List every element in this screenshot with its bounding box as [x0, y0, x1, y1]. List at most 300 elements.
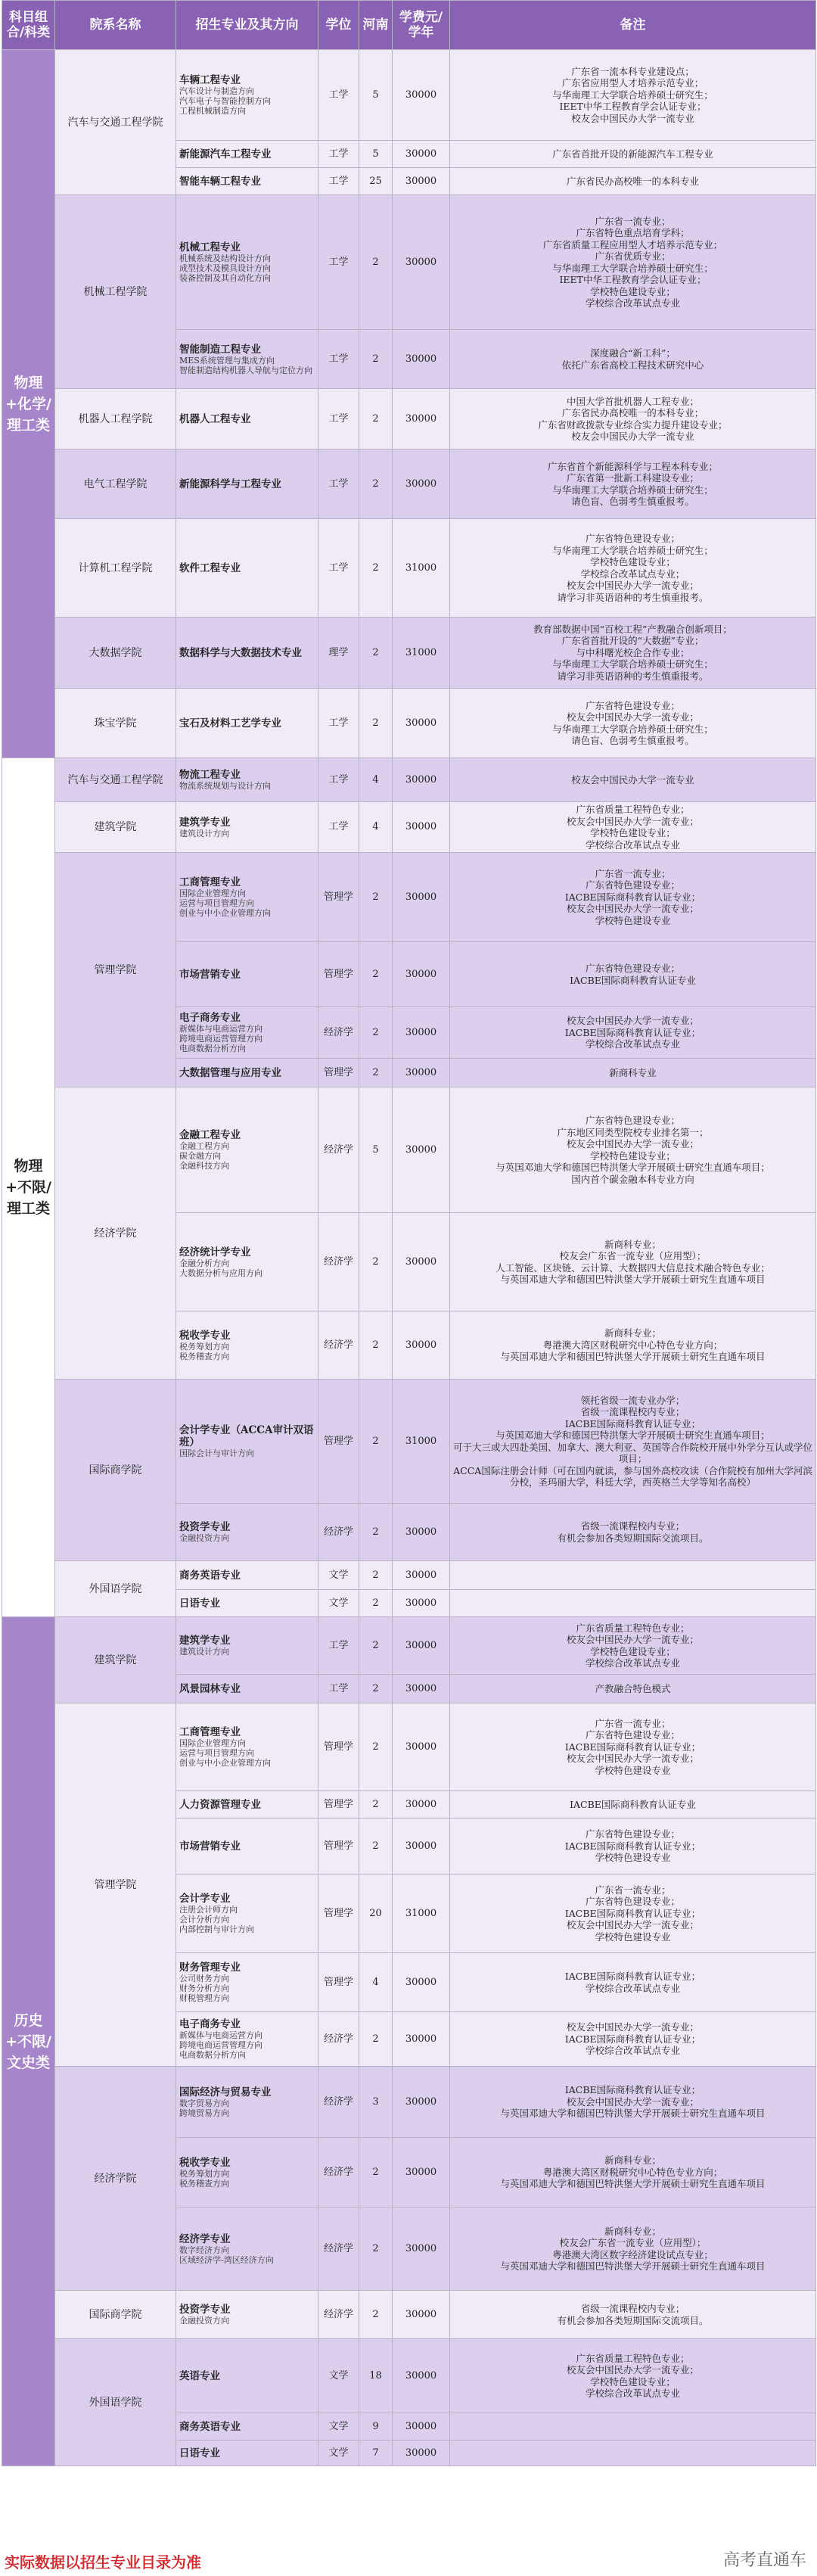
note-line: 广东省一流专业； [595, 1717, 671, 1729]
degree-cell: 工学 [318, 758, 359, 802]
note-line: 广东省首批开设的新能源汽车工程专业 [552, 148, 713, 160]
fee-cell: 30000 [393, 195, 450, 330]
note-cell [450, 2441, 816, 2466]
degree-cell: 文学 [318, 2339, 359, 2413]
fee-cell: 30000 [393, 141, 450, 168]
fee-cell: 30000 [393, 2138, 450, 2207]
college-name: 大数据学院 [55, 618, 176, 689]
note-cell [450, 2138, 816, 2207]
group-label: 物理+不限/理工类 [2, 758, 55, 1617]
fee-cell: 30000 [393, 2291, 450, 2339]
note-line: 学校综合改革试点专业； [580, 568, 685, 580]
note-line: 学校综合改革试点专业 [585, 2045, 680, 2057]
table-row [2, 853, 816, 942]
major-direction: 创业与中小企业管理方向 [179, 908, 271, 918]
note-line: 学校特色建设专业 [595, 1930, 671, 1943]
henan-cell: 25 [359, 168, 393, 195]
table-row [2, 1380, 816, 1504]
note-line: 深度融合“新工科”； [590, 347, 676, 359]
major-direction: 电商数据分析方向 [179, 2050, 246, 2060]
note-cell [450, 519, 816, 618]
henan-cell: 2 [359, 450, 393, 519]
fee-cell: 30000 [393, 2339, 450, 2413]
note-line: IACBE国际商科教育认证专业； [564, 1971, 701, 1982]
note-line: IACBE国际商科教育认证专业； [564, 1741, 701, 1753]
footnote: 实际数据以招生专业目录为准 [5, 2553, 201, 2571]
note-line: IACBE国际商科教育认证专业； [564, 1907, 701, 1919]
fee-cell: 30000 [393, 2207, 450, 2291]
major-direction: 税务稽查方向 [179, 1351, 229, 1361]
table-row [2, 689, 816, 758]
henan-cell: 4 [359, 758, 393, 802]
header-fee: 学费元/学年 [393, 1, 450, 50]
major-direction: 数字经济方向 [179, 2245, 229, 2255]
major-direction: 国际企业管理方向 [179, 888, 246, 898]
college-name: 外国语学院 [55, 1561, 176, 1617]
major-name: 商务英语专业 [179, 1569, 241, 1582]
major-direction: 运营与项目管理方向 [179, 1748, 254, 1758]
major-cell [176, 2291, 318, 2339]
note-line: IACBE国际商科教育认证专业； [564, 2033, 701, 2045]
henan-cell: 2 [359, 1311, 393, 1380]
table-row [2, 1703, 816, 1791]
note-line: 校友会中国民办大学一流专业； [566, 580, 699, 591]
note-line: IACBE国际商科教育认证专业； [564, 1840, 701, 1852]
degree-cell: 工学 [318, 168, 359, 195]
note-line: 学校综合改革试点专业 [585, 1657, 680, 1669]
major-direction: 内部控制与审计方向 [179, 1924, 254, 1934]
fee-cell: 30000 [393, 758, 450, 802]
note-line: 粤港澳大湾区财税研究中心特色专业方向； [542, 2166, 723, 2178]
table-row [2, 1087, 816, 1213]
note-line: 学校特色建设专业 [595, 914, 671, 926]
note-line: 学校特色建设专业 [595, 1852, 671, 1864]
college-name: 珠宝学院 [55, 689, 176, 758]
major-cell [176, 2138, 318, 2207]
note-line: 广东省质量工程特色专业； [576, 804, 690, 815]
note-line: 省级一流课程校内专业； [580, 1520, 685, 1532]
table-row [2, 389, 816, 450]
henan-cell: 5 [359, 50, 393, 141]
major-cell [176, 168, 318, 195]
note-cell [450, 1953, 816, 2012]
note-line: 人工智能、区块链、云计算、大数据四大信息技术融合特色专业； [495, 1262, 770, 1274]
major-name: 机械工程专业 [179, 241, 241, 254]
major-cell [176, 330, 318, 389]
fee-cell: 30000 [393, 853, 450, 942]
note-line: 与英国邓迪大学和德国巴特洪堡大学开展硕士研究生直通车项目 [500, 2178, 766, 2190]
fee-cell: 30000 [393, 942, 450, 1007]
major-name: 建筑学专业 [179, 1635, 231, 1647]
major-direction: 运营与项目管理方向 [179, 898, 254, 908]
college-name: 建筑学院 [55, 802, 176, 853]
major-cell [176, 2012, 318, 2067]
henan-cell: 2 [359, 1007, 393, 1059]
fee-cell: 30000 [393, 1617, 450, 1675]
note-line: 广东省首个新能源科学与工程本科专业； [547, 460, 718, 472]
note-line: 校友会广东省一流专业（应用型）； [559, 2237, 707, 2248]
note-cell [450, 2207, 816, 2291]
henan-cell: 2 [359, 2138, 393, 2207]
table-row [2, 2067, 816, 2138]
note-line: 广东省一流本科专业建设点； [571, 65, 694, 77]
major-direction: 机械系统及结构设计方向 [179, 254, 271, 263]
major-name: 宝石及材料工艺学专业 [179, 717, 281, 730]
fee-cell: 31000 [393, 1874, 450, 1953]
fee-cell: 30000 [393, 1007, 450, 1059]
major-cell [176, 689, 318, 758]
degree-cell: 经济学 [318, 1213, 359, 1311]
major-direction: 税务稽查方向 [179, 2178, 229, 2189]
henan-cell: 5 [359, 1087, 393, 1213]
major-direction: 新媒体与电商运营方向 [179, 2030, 262, 2040]
note-line: 新商科专业； [604, 1238, 661, 1250]
major-direction: 区域经济学-湾区经济方向 [179, 2254, 274, 2265]
note-line: 与英国邓迪大学和德国巴特洪堡大学开展硕士研究生直通车项目 [500, 1351, 766, 1363]
note-line: 广东省特色建设专业； [585, 1115, 680, 1126]
henan-cell: 5 [359, 141, 393, 168]
major-name: 电子商务专业 [179, 1012, 241, 1024]
note-line: 学校综合改革试点专业 [585, 838, 680, 851]
henan-cell: 2 [359, 1590, 393, 1617]
major-direction: 金融分析方向 [179, 1258, 229, 1268]
table-row [2, 519, 816, 618]
major-name: 物流工程专业 [179, 769, 241, 781]
major-cell [176, 1818, 318, 1874]
header-college: 院系名称 [55, 1, 176, 50]
major-direction: 装备控制及其自动化方向 [179, 273, 271, 283]
fee-cell: 30000 [393, 802, 450, 853]
major-cell [176, 758, 318, 802]
note-line: 与华南理工大学联合培养硕士研究生； [552, 723, 713, 735]
note-line: 校友会中国民办大学一流专业； [566, 903, 699, 915]
henan-cell: 2 [359, 1818, 393, 1874]
degree-cell: 文学 [318, 1590, 359, 1617]
note-cell [450, 689, 816, 758]
major-name: 商务英语专业 [179, 2420, 241, 2433]
henan-cell: 2 [359, 1703, 393, 1791]
henan-cell: 18 [359, 2339, 393, 2413]
major-name: 金融工程专业 [179, 1129, 241, 1141]
henan-cell: 2 [359, 2207, 393, 2291]
note-cell [450, 802, 816, 853]
note-line: 新商科专业 [609, 1066, 657, 1078]
major-cell [176, 1504, 318, 1561]
fee-cell: 30000 [393, 1059, 450, 1087]
note-line: 与英国邓迪大学和德国巴特洪堡大学开展硕士研究生直通车项目； [495, 1162, 770, 1173]
note-cell [450, 1380, 816, 1504]
major-cell [176, 1953, 318, 2012]
henan-cell: 2 [359, 618, 393, 689]
degree-cell: 工学 [318, 141, 359, 168]
note-line: 省级一流课程校内专业； [580, 1406, 685, 1417]
major-cell [176, 2441, 318, 2466]
fee-cell: 30000 [393, 168, 450, 195]
major-cell [176, 1561, 318, 1590]
degree-cell: 理学 [318, 618, 359, 689]
note-line: 有机会参加各类短期国际交流项目。 [557, 2314, 709, 2326]
major-direction: 金融工程方向 [179, 1141, 229, 1151]
major-cell [176, 1703, 318, 1791]
henan-cell: 2 [359, 330, 393, 389]
note-line: 与华南理工大学联合培养硕士研究生； [552, 89, 713, 101]
major-direction: 新媒体与电商运营方向 [179, 1024, 262, 1034]
major-direction: 跨境电商运营管理方向 [179, 1034, 262, 1044]
note-line: 校友会中国民办大学一流专业 [571, 431, 694, 442]
degree-cell: 管理学 [318, 1874, 359, 1953]
note-line: 校友会广东省一流专业（应用型）； [559, 1250, 707, 1262]
major-direction: 数字贸易方向 [179, 2098, 229, 2108]
major-cell [176, 2339, 318, 2413]
note-cell [450, 50, 816, 141]
note-line: 广东省一流专业； [595, 215, 671, 227]
major-name: 机器人工程专业 [179, 412, 251, 425]
note-line: 与华南理工大学联合培养硕士研究生； [552, 262, 713, 274]
note-line: 学校综合改革试点专业 [585, 1038, 680, 1050]
major-cell [176, 519, 318, 618]
major-direction: 财税管理方向 [179, 1993, 229, 2003]
major-cell [176, 1311, 318, 1380]
henan-cell: 20 [359, 1874, 393, 1953]
major-name: 市场营销专业 [179, 968, 241, 981]
major-direction: 注册会计师方向 [179, 1905, 238, 1915]
note-cell [450, 2339, 816, 2413]
fee-cell: 30000 [393, 330, 450, 389]
note-line: 广东省特色建设专业； [585, 533, 680, 544]
degree-cell: 工学 [318, 450, 359, 519]
college-name: 外国语学院 [55, 2339, 176, 2466]
note-cell [450, 1617, 816, 1675]
major-name: 经济学专业 [179, 2232, 231, 2245]
major-direction: 国际会计与审计方向 [179, 1448, 254, 1458]
major-direction: 成型技术及模具设计方向 [179, 263, 271, 273]
note-line: 与英国邓迪大学和德国巴特洪堡大学开展硕士研究生直通车项目 [500, 2108, 766, 2120]
note-line: 学校特色建设专业； [590, 285, 676, 297]
note-line: 广东省质量工程特色专业； [576, 2352, 690, 2364]
note-line: 学校特色建设专业； [590, 827, 676, 838]
note-line: 广东省特色建设专业； [585, 1729, 680, 1741]
fee-cell: 31000 [393, 519, 450, 618]
note-line: 学校特色建设专业； [590, 556, 676, 568]
henan-cell: 2 [359, 689, 393, 758]
note-line: IACBE国际商科教育认证专业； [564, 2084, 701, 2096]
note-cell [450, 168, 816, 195]
note-line: 广东省特色建设专业； [585, 1896, 680, 1908]
table-row [2, 1561, 816, 1590]
major-name: 日语专业 [179, 1597, 220, 1610]
degree-cell: 经济学 [318, 2138, 359, 2207]
henan-cell: 2 [359, 1380, 393, 1504]
note-line: 与英国邓迪大学和德国巴特洪堡大学开展硕士研究生直通车项目 [500, 2260, 766, 2272]
note-line: 校友会中国民办大学一流专业； [566, 1015, 699, 1027]
table-row [2, 758, 816, 802]
major-name: 大数据管理与应用专业 [179, 1066, 281, 1079]
note-cell [450, 141, 816, 168]
major-cell [176, 1791, 318, 1818]
henan-cell: 7 [359, 2441, 393, 2466]
henan-cell: 3 [359, 2067, 393, 2138]
henan-cell: 2 [359, 853, 393, 942]
fee-cell: 30000 [393, 1953, 450, 2012]
major-name: 英语专业 [179, 2369, 220, 2382]
degree-cell: 经济学 [318, 1311, 359, 1380]
note-line: 校友会中国民办大学一流专业； [566, 1919, 699, 1931]
degree-cell: 工学 [318, 519, 359, 618]
major-direction: 汽车电子与智能控制方向 [179, 96, 271, 106]
note-line: 广东省第一批新工科建设专业； [566, 472, 699, 484]
note-line: 中国大学首批机器人工程专业； [566, 395, 699, 407]
major-direction: 金融科技方向 [179, 1161, 229, 1171]
degree-cell: 工学 [318, 330, 359, 389]
major-cell [176, 942, 318, 1007]
note-line: 校友会中国民办大学一流专业 [571, 112, 694, 124]
henan-cell: 2 [359, 2012, 393, 2067]
note-line: 广东省民办高校唯一的本科专业 [566, 175, 699, 187]
major-name: 人力资源管理专业 [179, 1798, 261, 1811]
note-line: 请色盲、色弱考生慎重报考。 [571, 735, 694, 746]
note-cell [450, 1504, 816, 1561]
henan-cell: 2 [359, 1675, 393, 1703]
degree-cell: 工学 [318, 195, 359, 330]
note-line: 广东省应用型人才培养示范专业； [561, 77, 704, 89]
major-name: 投资学专业 [179, 2304, 231, 2316]
note-cell [450, 1561, 816, 1590]
note-line: 学校综合改革试点专业 [585, 297, 680, 309]
major-direction: 工程机械制造方向 [179, 106, 246, 116]
college-name: 计算机工程学院 [55, 519, 176, 618]
degree-cell: 经济学 [318, 1087, 359, 1213]
note-cell [450, 942, 816, 1007]
fee-cell: 30000 [393, 1791, 450, 1818]
note-line: 校友会中国民办大学一流专业 [571, 773, 694, 786]
header-degree: 学位 [318, 1, 359, 50]
header-note: 备注 [450, 1, 816, 50]
degree-cell: 工学 [318, 1617, 359, 1675]
note-line: 校友会中国民办大学一流专业； [566, 1753, 699, 1765]
college-name: 经济学院 [55, 1087, 176, 1380]
note-line: 可于大三或大四赴美国、加拿大、澳大利亚、英国等合作院校开展中外学分互认或学位项目； [453, 1441, 813, 1464]
college-name: 电气工程学院 [55, 450, 176, 519]
major-cell [176, 195, 318, 330]
degree-cell: 管理学 [318, 1791, 359, 1818]
degree-cell: 文学 [318, 2441, 359, 2466]
fee-cell: 30000 [393, 2012, 450, 2067]
note-line: 有机会参加各类短期国际交流项目。 [557, 1532, 709, 1544]
major-direction: 汽车设计与制造方向 [179, 86, 254, 96]
major-cell [176, 141, 318, 168]
note-line: IACBE国际商科教育认证专业； [564, 891, 701, 903]
degree-cell: 管理学 [318, 1953, 359, 2012]
major-direction: 大数据分析与应用方向 [179, 1268, 262, 1278]
major-direction: 国际企业管理方向 [179, 1738, 246, 1748]
note-line: 产教融合特色模式 [595, 1682, 671, 1694]
henan-cell: 2 [359, 1561, 393, 1590]
table-row [2, 2339, 816, 2413]
note-cell [450, 1874, 816, 1953]
major-name: 电子商务专业 [179, 2018, 241, 2030]
note-cell [450, 1087, 816, 1213]
note-line: 与英国邓迪大学和德国巴特洪堡大学开展硕士研究生直通车项目 [500, 1274, 766, 1285]
watermark: 高考直通车 [722, 2551, 806, 2570]
college-name: 管理学院 [55, 853, 176, 1087]
henan-cell: 2 [359, 1213, 393, 1311]
major-name: 智能制造工程专业 [179, 343, 261, 356]
note-cell [450, 195, 816, 330]
college-name: 国际商学院 [55, 1380, 176, 1561]
college-name: 机器人工程学院 [55, 389, 176, 450]
henan-cell: 2 [359, 195, 393, 330]
fee-cell: 30000 [393, 1311, 450, 1380]
degree-cell: 经济学 [318, 2291, 359, 2339]
table-row [2, 450, 816, 519]
note-line: 新商科专业； [604, 2154, 661, 2167]
major-name: 经济统计学专业 [179, 1246, 251, 1258]
major-direction: 会计分析方向 [179, 1915, 229, 1924]
note-cell [450, 2012, 816, 2067]
admission-table [2, 0, 816, 2466]
degree-cell: 管理学 [318, 1818, 359, 1874]
major-direction: 电商数据分析方向 [179, 1044, 246, 1053]
note-cell [450, 450, 816, 519]
note-line: 广东省特色建设专业； [585, 963, 680, 974]
fee-cell: 30000 [393, 1818, 450, 1874]
major-cell [176, 2067, 318, 2138]
note-line: IEET中华工程教育学会认证专业； [559, 274, 707, 285]
major-name: 日语专业 [179, 2447, 220, 2459]
note-line: IEET中华工程教育学会认证专业； [559, 101, 707, 113]
note-line: 广东省优质专业； [595, 250, 671, 262]
fee-cell: 30000 [393, 1087, 450, 1213]
major-direction: 碳金融方向 [179, 1151, 221, 1161]
major-name: 新能源科学与工程专业 [179, 478, 281, 490]
major-cell [176, 389, 318, 450]
note-line: 新商科专业； [604, 2225, 661, 2237]
major-direction: 智能制造结构机器人导航与定位方向 [179, 365, 312, 375]
major-direction: 跨境贸易方向 [179, 2108, 229, 2118]
note-cell [450, 1590, 816, 1617]
note-line: 领托省级一流专业办学； [580, 1394, 685, 1406]
note-line: 广东省民办高校唯一的本科专业； [561, 407, 704, 418]
note-cell [450, 2413, 816, 2441]
note-line: IACBE国际商科教育认证专业； [564, 1417, 701, 1430]
note-line: 广东省特色建设专业； [585, 699, 680, 711]
major-cell [176, 802, 318, 853]
major-name: 税收学专业 [179, 2156, 231, 2169]
fee-cell: 30000 [393, 2067, 450, 2138]
note-line: 校友会中国民办大学一流专业； [566, 2021, 699, 2033]
degree-cell: 管理学 [318, 853, 359, 942]
fee-cell: 30000 [393, 1675, 450, 1703]
fee-cell: 30000 [393, 689, 450, 758]
note-line: 校友会中国民办大学一流专业； [566, 1138, 699, 1150]
degree-cell: 管理学 [318, 1059, 359, 1087]
major-cell [176, 1380, 318, 1504]
major-direction: 建筑设计方向 [179, 1647, 229, 1657]
major-cell [176, 2413, 318, 2441]
note-line: 与华南理工大学联合培养硕士研究生； [552, 484, 713, 496]
degree-cell: 工学 [318, 389, 359, 450]
note-cell [450, 853, 816, 942]
fee-cell: 30000 [393, 2413, 450, 2441]
major-direction: 公司财务方向 [179, 1974, 229, 1983]
major-name: 工商管理专业 [179, 1726, 241, 1738]
college-name: 经济学院 [55, 2067, 176, 2291]
note-line: 依托广东省高校工程技术研究中心 [561, 359, 704, 371]
henan-cell: 2 [359, 1504, 393, 1561]
major-cell [176, 450, 318, 519]
major-cell [176, 1590, 318, 1617]
note-line: 国内首个碳金融本科专业方向 [571, 1173, 694, 1185]
